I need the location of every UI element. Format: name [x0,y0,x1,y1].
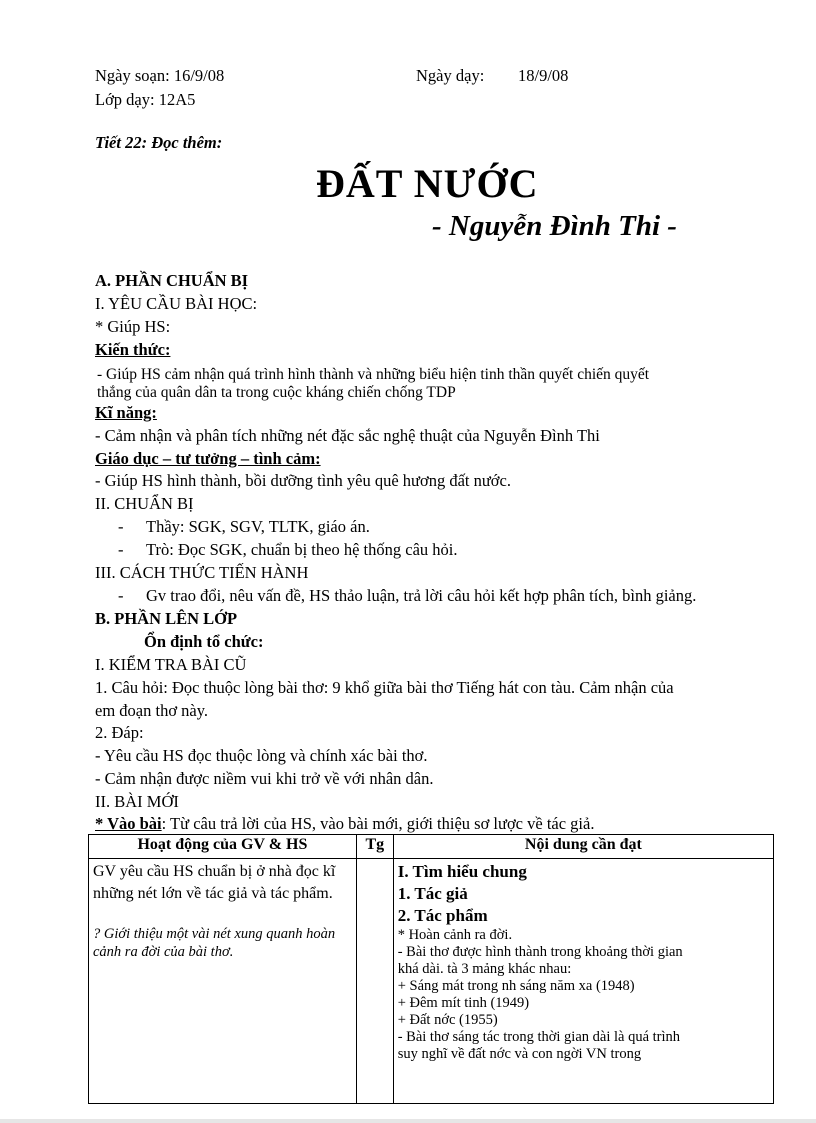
right-line: + Sáng mát trong nh sáng năm xa (1948) [397,978,635,994]
chuan-bi-heading: II. CHUẨN BỊ [95,494,194,513]
cau-hoi-line2: em đoạn thơ này. [95,701,209,720]
ngay-day-value: 18/9/08 [518,66,569,85]
right-line: - Bài thơ sáng tác trong thời gian dài là quá trình [397,1029,681,1045]
bai-moi-heading: II. BÀI MỚI [95,792,179,811]
cell-hoat-dong [89,859,357,1104]
ngay-soan: Ngày soạn: 16/9/08 [95,66,225,85]
kien-thuc-line1: - Giúp HS cảm nhận quá trình hình thành và những biểu hiện tinh thần quyết chiến quyết [97,366,650,383]
right-line: + Đêm mít tinh (1949) [397,995,530,1011]
right-line: + Đất nớc (1955) [397,1012,498,1028]
cell-noi-dung [393,859,773,1104]
giao-duc-label: Giáo dục – tư tưởng – tình cảm: [95,449,321,468]
ngay-day-label: Ngày dạy: [416,66,485,85]
right-head-tac-gia: 1. Tác giả [397,884,468,903]
header-tg: Tg [356,835,393,859]
left-note: ? Giới thiệu một vài nét xung quanh hoàn cảnh ra đời của bài thơ. [93,926,336,960]
right-line: - Bài thơ được hình thành trong khoảng thời gian [397,944,683,960]
giup-hs: * Giúp HS: [95,317,171,336]
left-text: GV yêu cầu HS chuẩn bị ở nhà đọc kĩ những nét lớn về tác giả và tác phẩm. [93,863,336,902]
giao-duc-line: - Giúp HS hình thành, bồi dưỡng tình yêu quê hương đất nước. [95,471,511,490]
right-line: khá dài. tà 3 mảng khác nhau: [397,961,572,977]
cell-tg [356,859,393,1104]
kien-thuc-label: Kiến thức: [95,340,171,359]
dap-line2: - Cảm nhận được niềm vui khi trở về với nhân dân. [95,769,434,788]
right-head-tim-hieu: I. Tìm hiểu chung [397,862,527,881]
header-noi-dung: Nội dung cần đạt [393,835,773,859]
dap-heading: 2. Đáp: [95,723,144,742]
page-bottom-edge [0,1119,816,1123]
header-hoat-dong: Hoạt động của GV & HS [89,835,357,859]
cau-hoi-line1: 1. Câu hỏi: Đọc thuộc lòng bài thơ: 9 khổ giữa bài thơ Tiếng hát con tàu. Cảm nhận của [95,678,674,697]
author: - Nguyễn Đình Thi - [432,210,677,242]
kien-thuc-line2: thắng của quân dân ta trong cuộc kháng chiến chống TDP [97,384,456,401]
right-head-tac-pham: 2. Tác phẩm [397,906,488,925]
page-title: ĐẤT NƯỚC [316,161,539,206]
chuan-bi-item-tro: - Trò: Đọc SGK, chuẩn bị theo hệ thống câu hỏi. [118,540,458,559]
section-b-heading: B. PHẦN LÊN LỚP [95,609,238,628]
tiet-label: Tiết 22: Đọc thêm: [95,133,223,152]
dap-line1: - Yêu cầu HS đọc thuộc lòng và chính xác bài thơ. [95,746,428,765]
table-header-row [89,835,774,859]
cach-thuc-heading: III. CÁCH THỨC TIẾN HÀNH [95,563,309,582]
right-line: * Hoàn cảnh ra đời. [397,927,513,943]
ki-nang-line: - Cảm nhận và phân tích những nét đặc sắc nghệ thuật của Nguyễn Đình Thi [95,426,600,445]
on-dinh: Ổn định tổ chức: [144,632,264,651]
cach-thuc-item: - Gv trao đổi, nêu vấn đề, HS thảo luận, trả lời câu hỏi kết hợp phân tích, bình giảng. [118,586,697,605]
table-row [89,859,774,1104]
chuan-bi-item-thay: - Thầy: SGK, SGV, TLTK, giáo án. [118,517,370,536]
section-a-heading: A. PHẦN CHUẨN BỊ [95,271,249,290]
lop-day: Lớp dạy: 12A5 [95,90,196,109]
yeu-cau-heading: I. YÊU CẦU BÀI HỌC: [95,294,258,313]
kiem-tra-heading: I. KIỂM TRA BÀI CŨ [95,655,247,674]
vao-bai: * Vào bài: Từ câu trả lời của HS, vào bài mới, giới thiệu sơ lược về tác giả. [95,814,595,833]
lesson-table [88,834,774,1104]
ki-nang-label: Kĩ năng: [95,403,157,422]
right-line: suy nghĩ về đất nớc và con ngời VN trong [397,1046,642,1062]
